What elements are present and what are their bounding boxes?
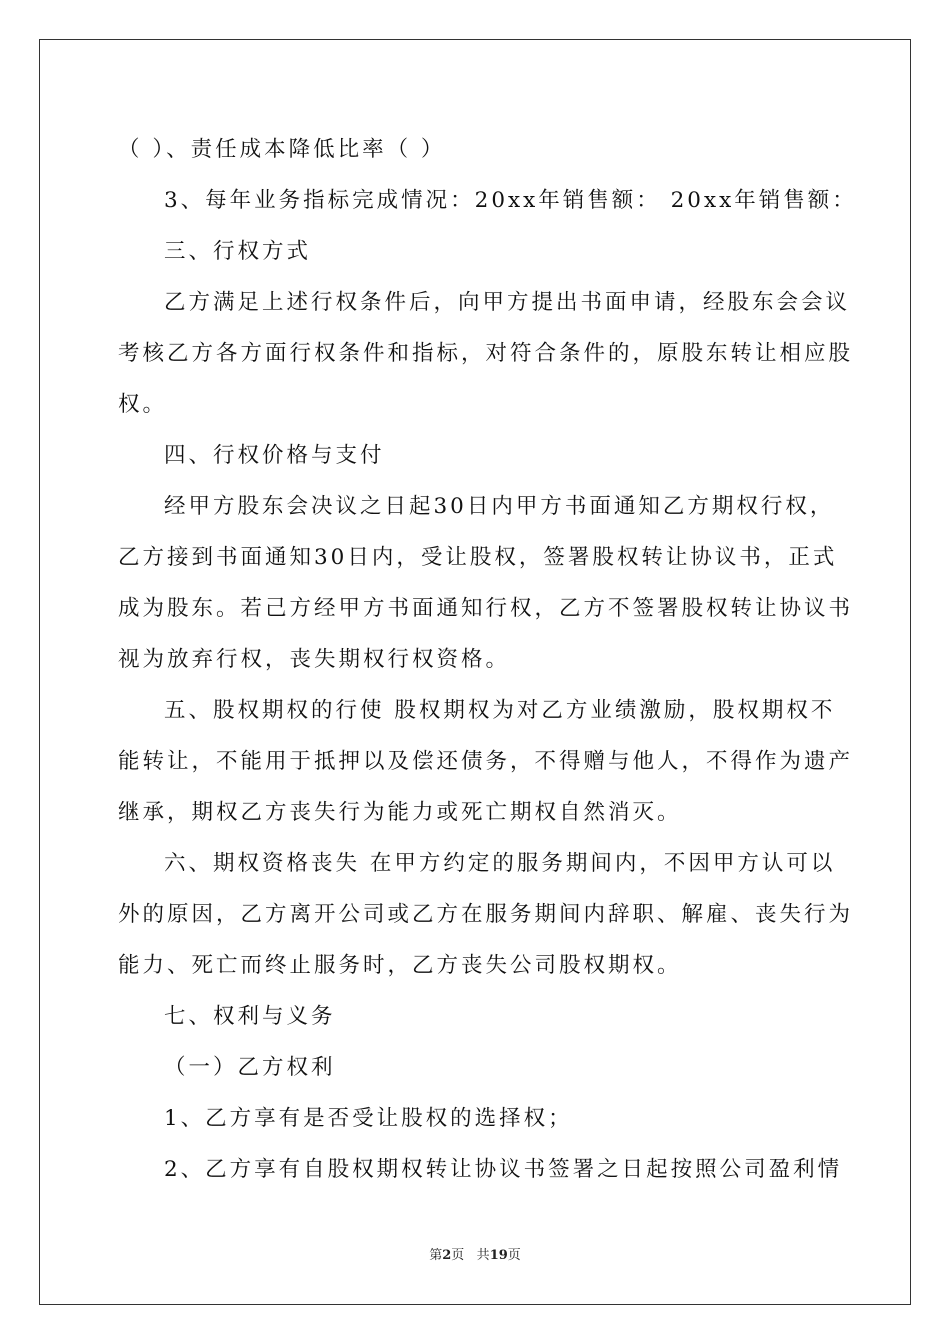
text-line: 考核乙方各方面行权条件和指标，对符合条件的，原股东转让相应股 [118, 341, 854, 366]
total-prefix: 共 [476, 1248, 490, 1263]
section-heading: 七、权利与义务 [164, 1004, 336, 1029]
text-line: 3、每年业务指标完成情况：20xx年销售额： 20xx年销售额： [164, 188, 857, 213]
page-suffix: 页 [451, 1248, 465, 1263]
document-body [118, 124, 857, 1195]
text-line: 乙方满足上述行权条件后，向甲方提出书面申请，经股东会会议 [164, 290, 851, 315]
text-line: 六、期权资格丧失 在甲方约定的服务期间内，不因甲方认可以 [164, 851, 836, 876]
text-line: 继承，期权乙方丧失行为能力或死亡期权自然消灭。 [118, 800, 682, 825]
page-prefix: 第 [429, 1248, 443, 1263]
section-heading: 三、行权方式 [164, 239, 312, 264]
page-footer [0, 1246, 950, 1266]
section-heading: 四、行权价格与支付 [164, 443, 385, 468]
text-line: （ ）、责任成本降低比率（ ） [118, 137, 446, 162]
text-line: 1、乙方享有是否受让股权的选择权； [164, 1106, 573, 1131]
text-line: 能转让，不能用于抵押以及偿还债务，不得赠与他人，不得作为遗产 [118, 749, 854, 774]
text-line: 2、乙方享有自股权期权转让协议书签署之日起按照公司盈利情 [164, 1157, 843, 1182]
text-line: 外的原因，乙方离开公司或乙方在服务期间内辞职、解雇、丧失行为 [118, 902, 854, 927]
page-number: 2 [442, 1248, 452, 1263]
text-line: 权。 [118, 392, 168, 417]
text-line: 能力、死亡而终止服务时，乙方丧失公司股权期权。 [118, 953, 682, 978]
text-line: 经甲方股东会决议之日起30日内甲方书面通知乙方期权行权， [164, 494, 835, 519]
text-line: 成为股东。若己方经甲方书面通知行权，乙方不签署股权转让协议书 [118, 596, 854, 621]
text-line: 视为放弃行权，丧失期权行权资格。 [118, 647, 511, 672]
text-line: 五、股权期权的行使 股权期权为对乙方业绩激励，股权期权不 [164, 698, 836, 723]
subsection-heading: （一）乙方权利 [164, 1055, 336, 1080]
total-suffix: 页 [507, 1248, 521, 1263]
text-line: 乙方接到书面通知30日内，受让股权，签署股权转让协议书，正式 [118, 545, 838, 570]
total-pages: 19 [489, 1248, 508, 1263]
